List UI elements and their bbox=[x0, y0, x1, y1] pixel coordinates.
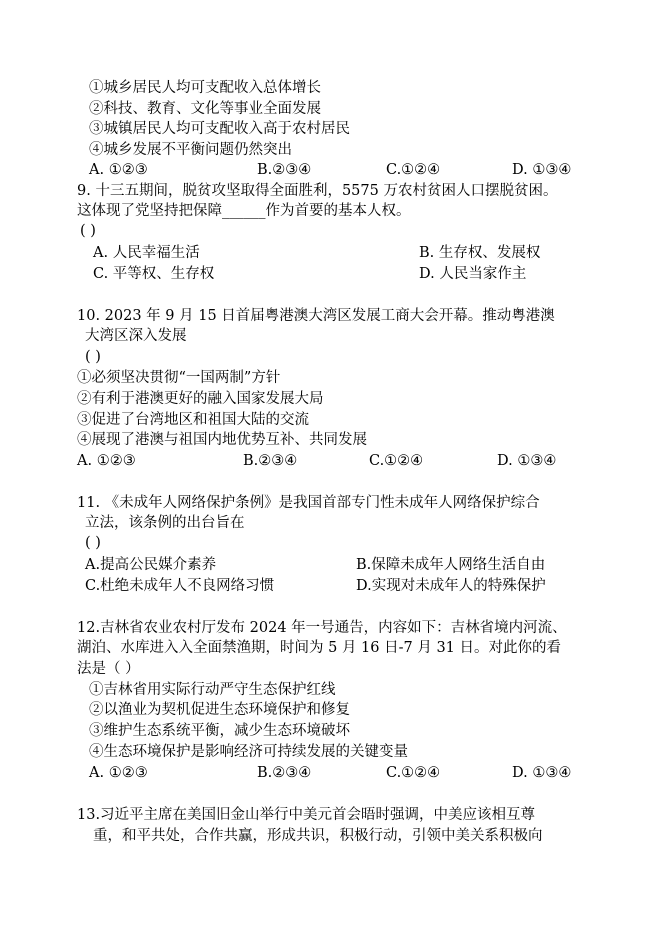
q8-option-d: D. ①③④ bbox=[512, 162, 572, 178]
q9-option-c: C. 平等权、生存权 bbox=[93, 266, 215, 282]
q8-item-4: ④城乡发展不平衡问题仍然突出 bbox=[89, 142, 292, 158]
q11-option-a: A.提高公民媒介素养 bbox=[85, 557, 217, 573]
q12-option-a: A. ①②③ bbox=[89, 765, 148, 781]
q9-answer-paren: ( ) bbox=[80, 223, 96, 239]
q8-item-2: ②科技、教育、文化等事业全面发展 bbox=[89, 101, 321, 117]
q12-item-4: ④生态环境保护是影响经济可持续发展的关键变量 bbox=[89, 744, 408, 760]
q12-stem-line-1: 12.吉林省农业农村厅发布 2024 年一号通告，内容如下：吉林省境内河流、 bbox=[77, 620, 567, 636]
q9-stem-line-2: 这体现了党坚持把保障______作为首要的基本人权。 bbox=[77, 203, 411, 219]
q10-item-4: ④展现了港澳与祖国内地优势互补、共同发展 bbox=[77, 432, 367, 448]
q9-stem-line-1: 9. 十三五期间，脱贫攻坚取得全面胜利，5575 万农村贫困人口摆脱贫困。 bbox=[77, 183, 558, 199]
q8-item-1: ①城乡居民人均可支配收入总体增长 bbox=[89, 80, 321, 96]
q12-item-3: ③维护生态系统平衡，减少生态环境破坏 bbox=[89, 723, 350, 739]
q10-stem-line-2: 大湾区深入发展 bbox=[85, 328, 187, 344]
q8-option-c: C.①②④ bbox=[386, 162, 441, 178]
q11-answer-paren: ( ) bbox=[85, 535, 101, 551]
q10-option-d: D. ①③④ bbox=[497, 453, 557, 469]
q12-item-1: ①吉林省用实际行动严守生态保护红线 bbox=[89, 682, 336, 698]
q10-answer-paren: ( ) bbox=[85, 349, 101, 365]
q9-option-d: D. 人民当家作主 bbox=[419, 266, 527, 282]
q8-item-3: ③城镇居民人均可支配收入高于农村居民 bbox=[89, 121, 350, 137]
q12-option-c: C.①②④ bbox=[386, 765, 441, 781]
q12-option-d: D. ①③④ bbox=[512, 765, 572, 781]
q13-stem-line-1: 13.习近平主席在美国旧金山举行中美元首会晤时强调，中美应该相互尊 bbox=[77, 807, 536, 823]
q10-option-c: C.①②④ bbox=[369, 453, 424, 469]
q11-stem-line-2: 立法，该条例的出台旨在 bbox=[85, 515, 245, 531]
q10-item-2: ②有利于港澳更好的融入国家发展大局 bbox=[77, 391, 324, 407]
q12-stem-line-3: 法是（ ） bbox=[77, 661, 140, 677]
q10-option-b: B.②③④ bbox=[243, 453, 298, 469]
q11-option-d: D.实现对未成年人的特殊保护 bbox=[356, 578, 546, 594]
q11-stem-line-1: 11. 《未成年人网络保护条例》是我国首部专门性未成年人网络保护综合 bbox=[77, 495, 540, 511]
q12-stem-line-2: 湖泊、水库进入入全面禁渔期，时间为 5 月 16 日-7 月 31 日。对此你的看 bbox=[77, 640, 562, 656]
q13-stem-line-2: 重，和平共处，合作共赢，形成共识，积极行动，引领中美关系积极向 bbox=[93, 828, 543, 844]
q12-option-b: B.②③④ bbox=[257, 765, 312, 781]
q8-option-b: B.②③④ bbox=[257, 162, 312, 178]
q8-option-a: A. ①②③ bbox=[89, 162, 148, 178]
q10-option-a: A. ①②③ bbox=[77, 453, 136, 469]
q11-option-b: B.保障未成年人网络生活自由 bbox=[356, 557, 546, 573]
q10-item-1: ①必须坚决贯彻“一国两制”方针 bbox=[77, 370, 281, 386]
q12-item-2: ②以渔业为契机促进生态环境保护和修复 bbox=[89, 702, 350, 718]
q11-option-c: C.杜绝未成年人不良网络习惯 bbox=[85, 578, 275, 594]
q9-option-b: B. 生存权、发展权 bbox=[419, 245, 541, 261]
q9-option-a: A. 人民幸福生活 bbox=[93, 245, 200, 261]
q10-stem-line-1: 10. 2023 年 9 月 15 日首届粤港澳大湾区发展工商大会开幕。推动粤港澳 bbox=[77, 308, 555, 324]
q10-item-3: ③促进了台湾地区和祖国大陆的交流 bbox=[77, 412, 309, 428]
